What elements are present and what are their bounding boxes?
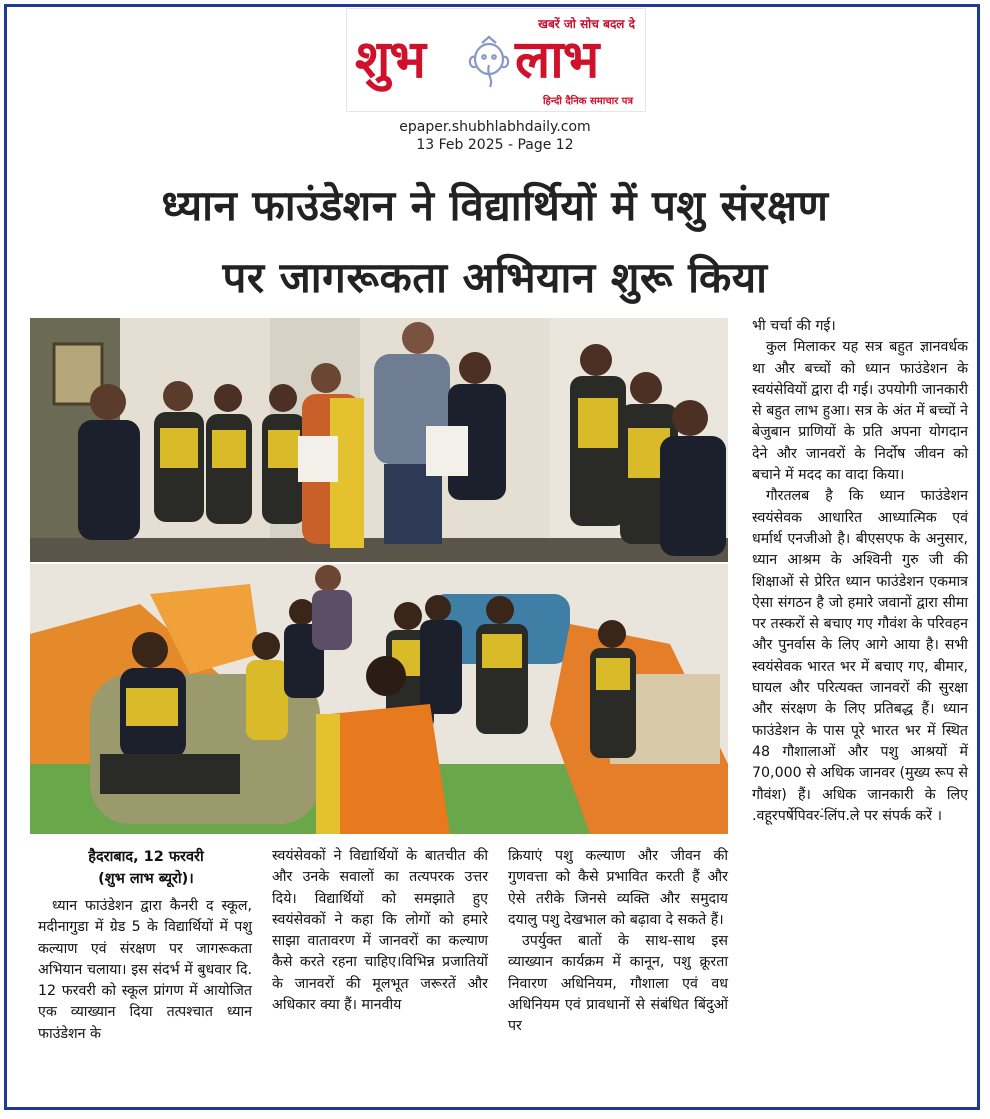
logo-word-labh: लाभ bbox=[515, 30, 599, 90]
article-paragraph: ध्यान फाउंडेशन द्वारा कैनरी द स्कूल, मदीनागुडा में ग्रेड 5 के विद्यार्थियों में पशु कल्याण एवं संरक्षण पर जागरूकता अभियान चलाया। इस संदर्भ में बुधवार दि. 12 फरवरी को स्कूल प्रांगण में आयोजित एक व्याख्यान दिया तत्पश्चात ध्यान फाउंडेशन के bbox=[38, 898, 252, 1042]
epaper-date-page: 13 Feb 2025 - Page 12 bbox=[416, 137, 574, 153]
article-column-3 bbox=[508, 846, 728, 1038]
article-paragraph: गौरतलब है कि ध्यान फाउंडेशन स्वयंसेवक आधारित आध्यात्मिक एवं धर्मार्थ एनजीओ है। बीएसएफ के अनुसार, ध्यान आश्रम के अश्विनी गुरु जी की शिक्षाओं से प्रेरित ध्यान फाउंडेशन एकमात्र ऐसा संगठन है जो हमारे जवानों द्वारा सीमा पर तस्करों से बचाए गए गौवंश के परिवहन और पुनर्वास के लिए आगे आया है। सभी स्वयंसेवक भारत भर में बचाए गए, बीमार, घायल और परित्यक्त जानवरों की सुरक्षा और संरक्षण के लिए प्रतिबद्ध हैं। ध्यान फाउंडेशन के पास पूरे भारत भर में स्थित 48 गौशालाओं और पशु आश्रयों में 70,000 से अधिक जानवर (मुख्य रूप से गौवंश) हैं। अधिक जानकारी के लिए .वहूरपर्षेपिवर-ंलिंप.ले पर संपर्क करें । bbox=[752, 488, 968, 824]
dateline-bureau: (शुभ लाभ ब्यूरो)। bbox=[98, 871, 194, 887]
headline-line-2: पर जागरूकता अभियान शुरू किया bbox=[222, 253, 768, 302]
logo-word-shubh: शुभ bbox=[355, 30, 425, 90]
article-paragraph: उपर्युक्त बातों के साथ-साथ इस व्याख्यान कार्यक्रम में कानून, पशु क्रूरता निवारण अधिनियम, गौशाला एवं वध अधिनियम एवं प्रावधानों से संबंधित बिंदुओं पर bbox=[508, 933, 728, 1035]
article-paragraph: क्रियाएं पशु कल्याण और जीवन की गुणवत्ता को कैसे प्रभावित करती हैं और ऐसे तरीके जिनसे व्यक्ति और समुदाय दयालु पशु देखभाल को बढ़ावा दे सकते हैं। bbox=[508, 848, 728, 928]
epaper-url[interactable]: epaper.shubhlabhdaily.com bbox=[399, 119, 591, 135]
group-photo bbox=[30, 318, 728, 562]
epaper-source bbox=[346, 118, 644, 154]
article-paragraph: भी चर्चा की गई। bbox=[752, 318, 836, 334]
newspaper-masthead bbox=[346, 8, 646, 112]
masthead-tagline: खबरें जो सोच बदल दे bbox=[538, 17, 635, 31]
library-session-photo bbox=[30, 564, 728, 834]
dateline bbox=[40, 846, 252, 890]
article-paragraph: स्वयंसेवकों ने विद्यार्थियों के बातचीत की और उनके सवालों का तत्यपरक उत्तर दिये। विद्यार्थियों को समझाते हुए स्वयंसेवकों ने कहा कि लोगों को हमारे साझा वातावरण में जानवरों का कल्याण कैसे करते रहना चाहिए।विभिन्न प्रजातियों के जानवरों की मूलभूत जरूरतें और अधिकार क्या हैं। मानवीय bbox=[272, 848, 488, 1014]
headline-line-1: ध्यान फाउंडेशन ने विद्यार्थियों में पशु संरक्षण bbox=[161, 181, 829, 230]
article-column-1 bbox=[38, 896, 252, 1045]
article-column-2 bbox=[272, 846, 488, 1016]
dateline-place-date: हैदराबाद, 12 फरवरी bbox=[88, 849, 204, 865]
masthead-subtag: हिन्दी दैनिक समाचार पत्र bbox=[542, 96, 633, 107]
ganesha-icon bbox=[464, 35, 514, 91]
article-paragraph: कुल मिलाकर यह सत्र बहुत ज्ञानवर्धक था और बच्चों को ध्यान फाउंडेशन के स्वयंसेवियों द्वारा दी गई। उपयोगी जानकारी से बहुत लाभ हुआ। सत्र के अंत में बच्चों ने बेजुबान प्राणियों के प्रति अपना योगदान देने और जानवरों के निर्दोष जीवन को बचाने में मदद का वादा किया। bbox=[752, 339, 968, 484]
article-column-4 bbox=[752, 316, 968, 827]
